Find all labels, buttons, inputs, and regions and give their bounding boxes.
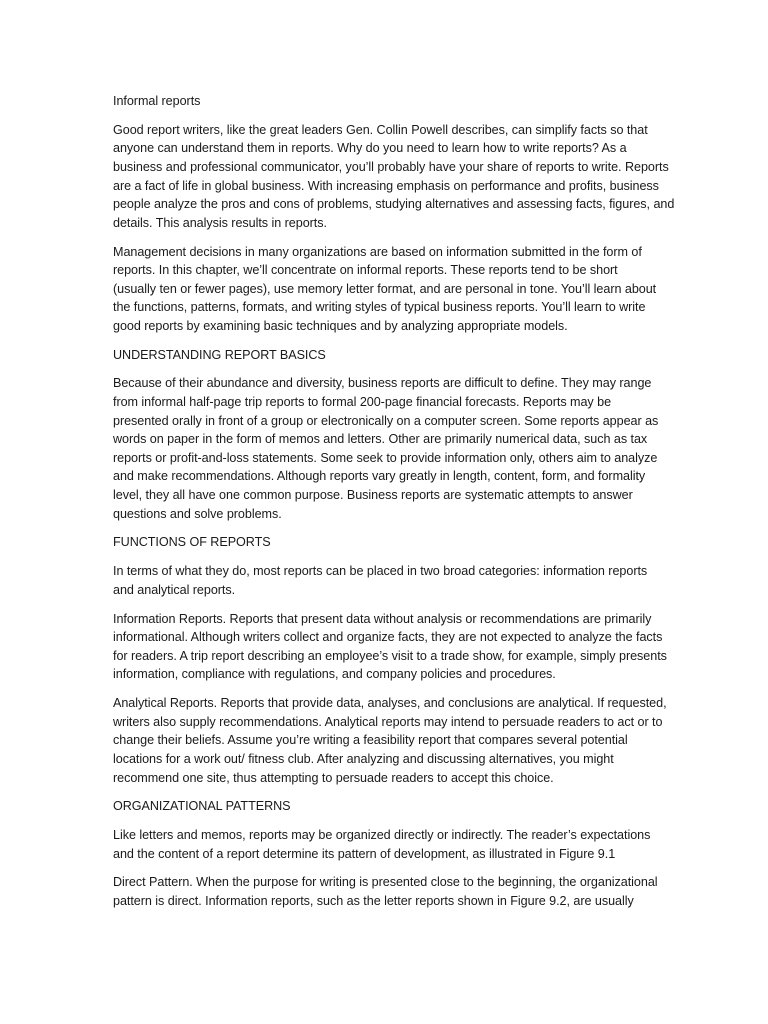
paragraph	[113, 873, 698, 910]
text-line: questions and solve problems.	[113, 506, 282, 521]
text-line: words on paper in the form of memos and letters. Other are primarily numerical data, such as tax	[113, 432, 648, 447]
text-line: Good report writers, like the great leaders Gen. Collin Powell describes, can simplify facts so that	[113, 122, 648, 137]
text-line: and make recommendations. Although reports vary greatly in length, content, form, and formality	[113, 469, 646, 484]
text-line: and analytical reports.	[113, 582, 236, 597]
paragraph	[113, 374, 698, 523]
text-line: recommend one site, thus attempting to persuade readers to accept this choice.	[113, 770, 554, 785]
text-line: details. This analysis results in reports.	[113, 215, 327, 230]
text-line: people analyze the pros and cons of problems, studying alternatives and assessing facts, figures, and	[113, 197, 675, 212]
text-line: business and professional communicator, you’ll probably have your share of reports to write. Reports	[113, 159, 669, 174]
text-line: ORGANIZATIONAL PATTERNS	[113, 799, 291, 814]
text-line: change their beliefs. Assume you’re writing a feasibility report that compares several potential	[113, 733, 628, 748]
text-line: reports. In this chapter, we’ll concentrate on informal reports. These reports tend to be short	[113, 263, 618, 278]
text-line: Like letters and memos, reports may be organized directly or indirectly. The reader’s expectations	[113, 828, 651, 843]
paragraph	[113, 243, 698, 336]
text-line: Because of their abundance and diversity, business reports are difficult to define. They may range	[113, 376, 652, 391]
text-line: pattern is direct. Information reports, such as the letter reports shown in Figure 9.2, are usually	[113, 894, 634, 909]
text-line: anyone can understand them in reports. Why do you need to learn how to write reports? As a	[113, 141, 627, 156]
paragraph	[113, 694, 698, 787]
text-line: UNDERSTANDING REPORT BASICS	[113, 347, 326, 362]
text-line: writers also supply recommendations. Analytical reports may intend to persuade readers to act or to	[113, 714, 663, 729]
section-heading	[113, 92, 698, 111]
text-line: presented orally in front of a group or electronically on a computer screen. Some reports appear as	[113, 413, 659, 428]
document-body	[113, 92, 698, 911]
paragraph	[113, 121, 698, 233]
text-line: for readers. A trip report describing an employee’s visit to a trade show, for example, simply presents	[113, 648, 667, 663]
text-line: Information Reports. Reports that present data without analysis or recommendations are primarily	[113, 611, 652, 626]
text-line: from informal half-page trip reports to formal 200-page financial forecasts. Reports may be	[113, 395, 612, 410]
text-line: FUNCTIONS OF REPORTS	[113, 535, 271, 550]
text-line: informational. Although writers collect and organize facts, they are not expected to analyze the facts	[113, 630, 663, 645]
paragraph	[113, 562, 698, 599]
section-heading	[113, 346, 698, 365]
text-line: level, they all have one common purpose. Business reports are systematic attempts to answer	[113, 488, 633, 503]
text-line: locations for a work out/ fitness club. After analyzing and discussing alternatives, you might	[113, 751, 614, 766]
paragraph	[113, 610, 698, 684]
section-heading	[113, 533, 698, 552]
text-line: Management decisions in many organizations are based on information submitted in the form of	[113, 244, 642, 259]
text-line: (usually ten or fewer pages), use memory letter format, and are personal in tone. You’ll learn about	[113, 281, 657, 296]
paragraph	[113, 826, 698, 863]
text-line: the functions, patterns, formats, and writing styles of typical business reports. You’ll learn to write	[113, 300, 646, 315]
text-line: Direct Pattern. When the purpose for writing is presented close to the beginning, the organizational	[113, 875, 658, 890]
text-line: are a fact of life in global business. With increasing emphasis on performance and profits, business	[113, 178, 659, 193]
section-heading	[113, 797, 698, 816]
text-line: In terms of what they do, most reports can be placed in two broad categories: information reports	[113, 564, 648, 579]
text-line: Analytical Reports. Reports that provide data, analyses, and conclusions are analytical. If requested,	[113, 696, 667, 711]
text-line: and the content of a report determine its pattern of development, as illustrated in Figure 9.1	[113, 846, 616, 861]
text-line: good reports by examining basic techniques and by analyzing appropriate models.	[113, 318, 568, 333]
text-line: reports or profit-and-loss statements. Some seek to provide information only, others aim to analyze	[113, 450, 658, 465]
text-line: Informal reports	[113, 94, 201, 108]
text-line: information, compliance with regulations, and company policies and procedures.	[113, 667, 556, 682]
